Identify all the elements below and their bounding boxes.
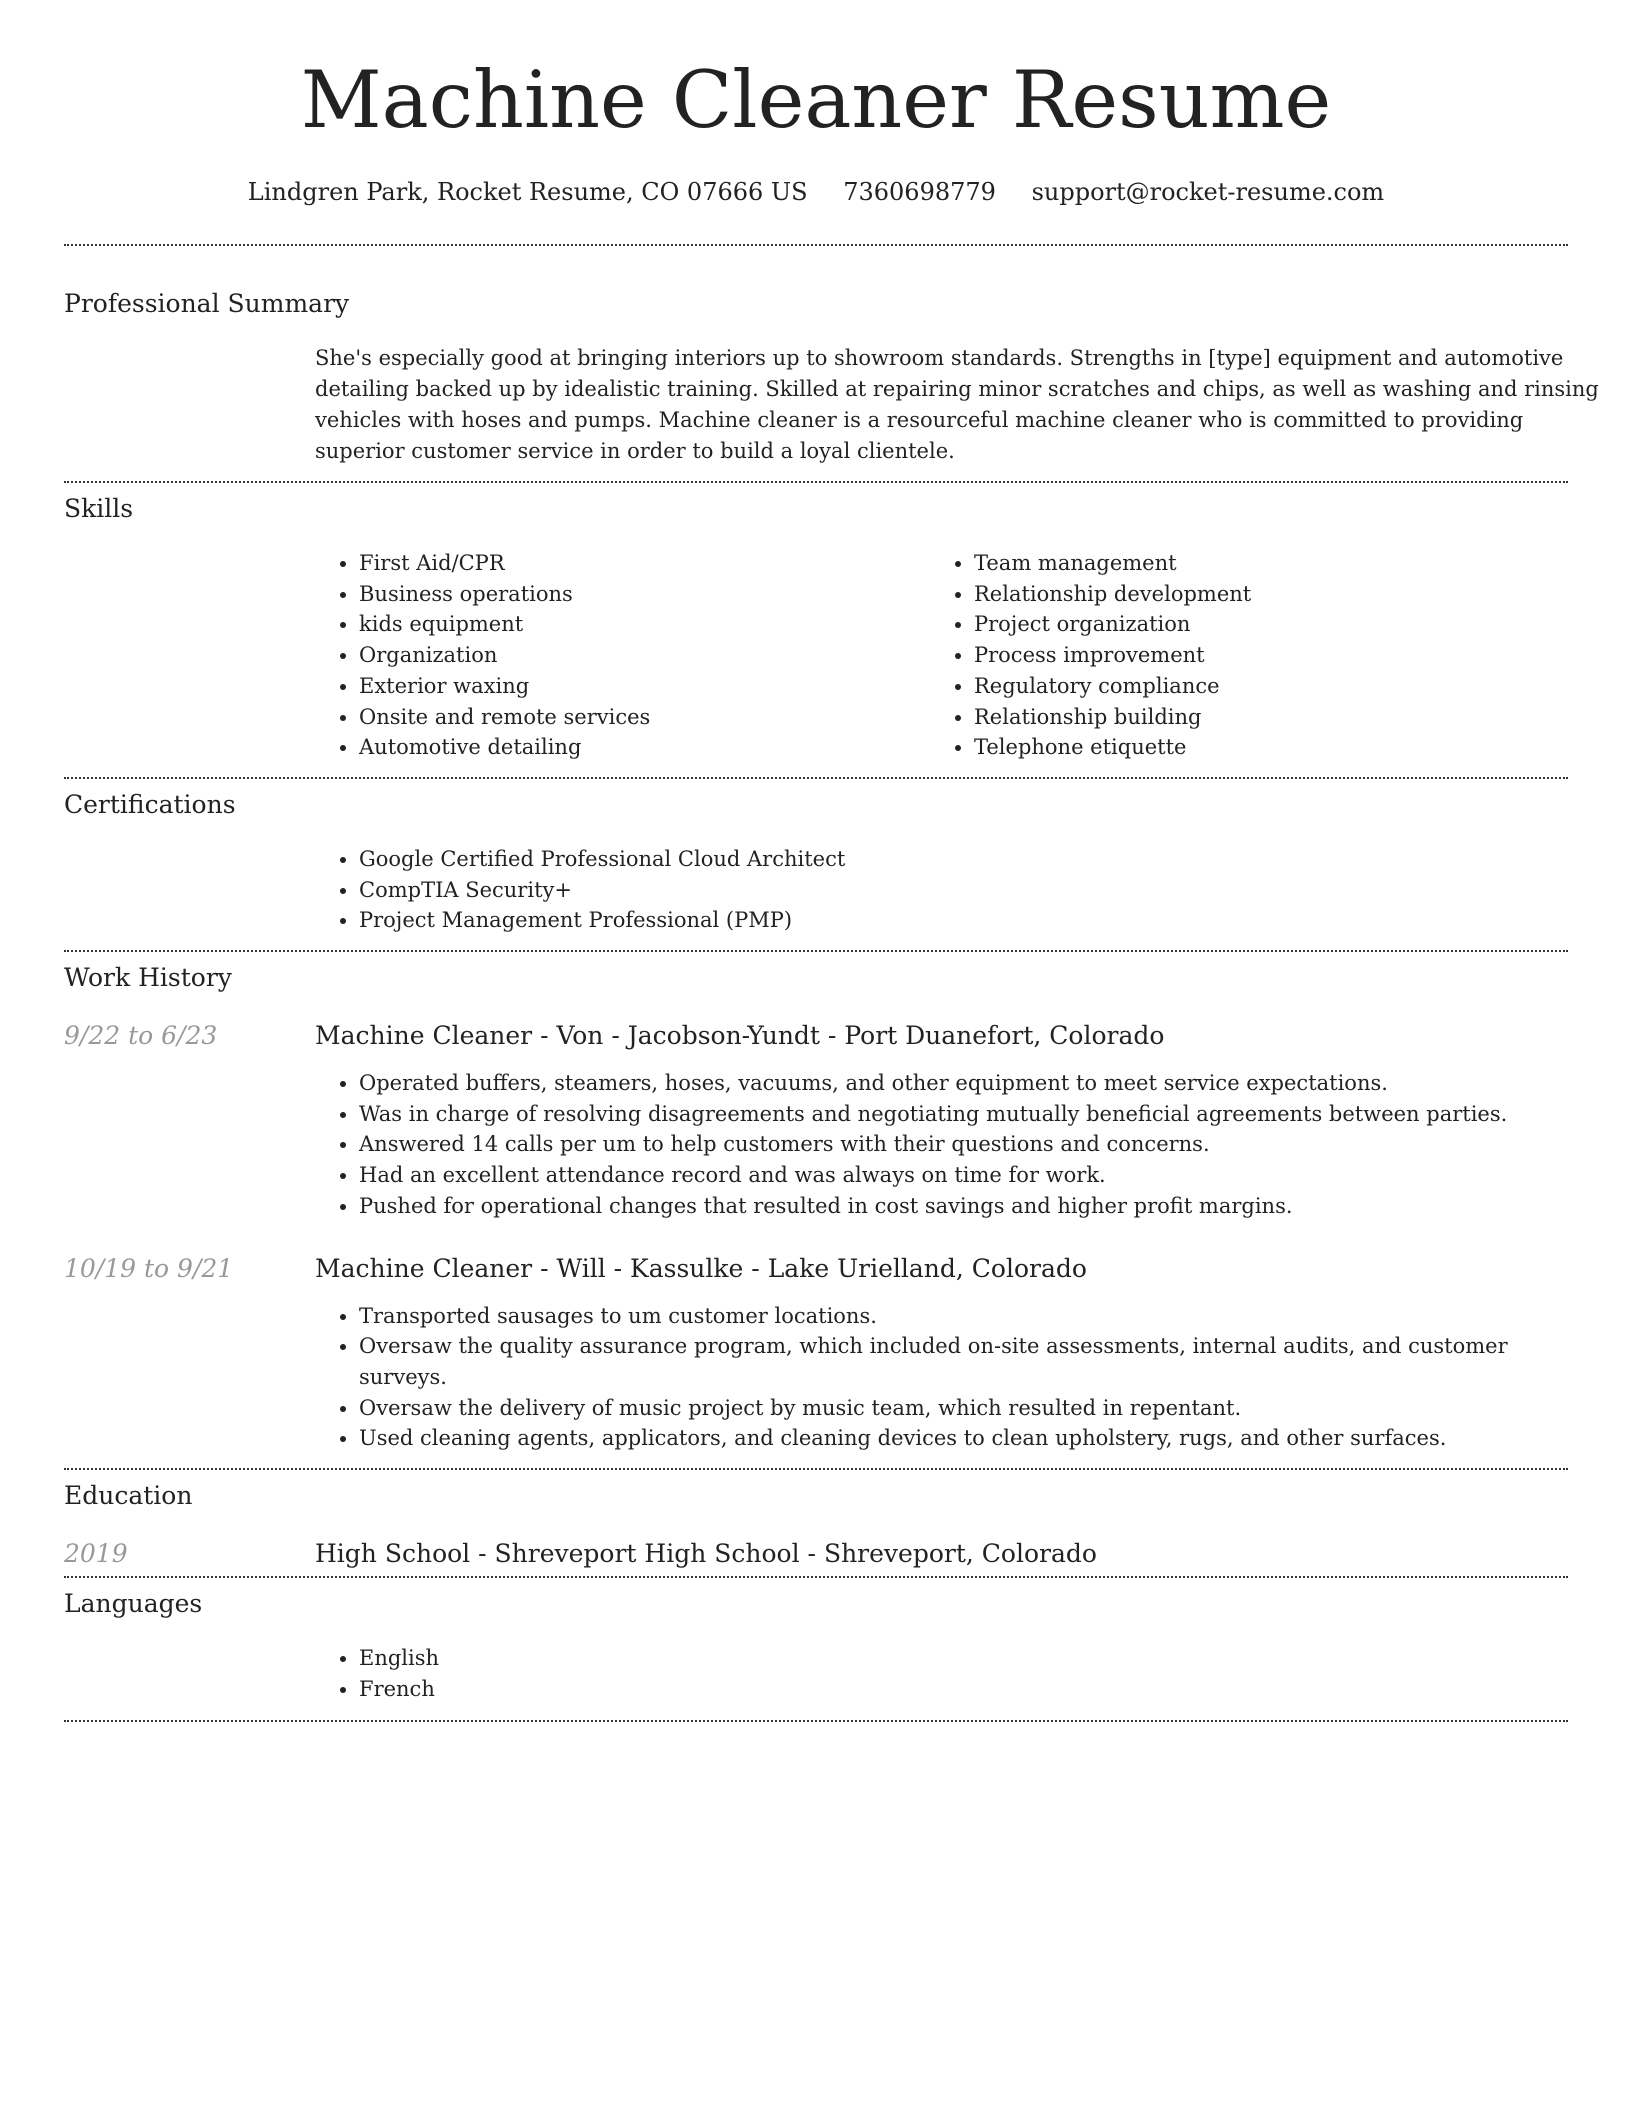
summary-heading: Professional Summary [64, 289, 350, 318]
skill-item: • Automotive detailing [359, 732, 930, 763]
languages-section [64, 1588, 1568, 1704]
title-separator: - [819, 1021, 845, 1051]
contact-address: Lindgren Park, Rocket Resume, CO 07666 US [247, 178, 808, 206]
certifications-heading: Certifications [64, 789, 236, 819]
skill-item: • Exterior waxing [359, 671, 930, 702]
certification-item: • Project Management Professional (PMP) [359, 905, 1568, 936]
education-heading: Education [64, 1481, 193, 1511]
job-entry [64, 1020, 1568, 1222]
languages-heading: Languages [64, 1589, 203, 1619]
job-bullet: • Transported sausages to um customer locations. [359, 1301, 1568, 1332]
title-separator: - [799, 1539, 824, 1569]
skill-item: • kids equipment [359, 609, 930, 640]
section-divider [64, 1468, 1568, 1470]
job-bullet: • Used cleaning agents, applicators, and cleaning devices to clean upholstery, rugs, and other surfaces. [359, 1423, 1568, 1454]
contact-email: support@rocket-resume.com [1031, 178, 1385, 206]
job-dates: 9/22 to 6/23 [64, 1021, 218, 1051]
skill-item: • Onsite and remote services [359, 702, 930, 733]
section-divider [64, 481, 1568, 483]
job-role: Machine Cleaner [315, 1253, 533, 1283]
title-separator: - [532, 1253, 557, 1283]
education-entry [64, 1538, 1568, 1570]
education-degree: High School [315, 1539, 471, 1569]
section-divider [64, 777, 1568, 779]
skill-item: • Team management [974, 548, 1545, 579]
work-history-section [64, 962, 1568, 1454]
summary-text: She's especially good at bringing interiors up to showroom standards. Strengths in [type] equipment and automotive detailing backed up by idealistic training. Skilled at repairing minor scratches and chips, as well as washing and rinsing vehicles with hoses and pumps. Machine cleaner is a resourceful machine cleaner who is committed to providing superior customer service in order to build a loyal clientele. [315, 346, 1599, 463]
skill-item: • Project organization [974, 609, 1545, 640]
job-bullet: • Oversaw the delivery of music project by music team, which resulted in repentant. [359, 1393, 1568, 1424]
job-title-line [315, 1253, 1087, 1285]
skills-heading: Skills [64, 494, 134, 523]
job-bullet: • Oversaw the quality assurance program, which included on-site assessments, internal audits, and customer surveys. [359, 1331, 1568, 1392]
job-bullet: • Answered 14 calls per um to help customers with their questions and concerns. [359, 1129, 1568, 1160]
summary-section [64, 288, 1599, 467]
certification-item: • Google Certified Professional Cloud Architect [359, 844, 1568, 875]
job-role: Machine Cleaner [315, 1021, 533, 1051]
education-section [64, 1480, 1568, 1570]
skill-item: • Relationship development [974, 579, 1545, 610]
title-separator: - [532, 1021, 557, 1051]
contact-line [64, 176, 1568, 208]
skill-item: • Organization [359, 640, 930, 671]
title-separator: - [743, 1253, 768, 1283]
job-bullet: • Operated buffers, steamers, hoses, vacuums, and other equipment to meet service expectations. [359, 1068, 1568, 1099]
job-location: Lake Urielland, Colorado [767, 1253, 1087, 1283]
education-location: Shreveport, Colorado [823, 1539, 1097, 1569]
skill-item: • Process improvement [974, 640, 1545, 671]
skill-item: • First Aid/CPR [359, 548, 930, 579]
job-location: Port Duanefort, Colorado [844, 1021, 1165, 1051]
certification-item: • CompTIA Security+ [359, 875, 1568, 906]
job-bullet: • Had an excellent attendance record and was always on time for work. [359, 1160, 1568, 1191]
skill-item: • Regulatory compliance [974, 671, 1545, 702]
section-divider [64, 1576, 1568, 1578]
section-divider [64, 950, 1568, 952]
skills-section [64, 493, 1568, 763]
skills-column-left [315, 548, 930, 763]
section-divider [64, 244, 1568, 246]
job-dates: 10/19 to 9/21 [64, 1253, 234, 1283]
resume-title: Machine Cleaner Resume [300, 54, 1332, 146]
education-school: Shreveport High School [494, 1539, 800, 1569]
skill-item: • Relationship building [974, 702, 1545, 733]
skill-item: • Business operations [359, 579, 930, 610]
skills-column-right [930, 548, 1545, 763]
job-bullet: • Was in charge of resolving disagreements and negotiating mutually beneficial agreements between parties. [359, 1099, 1568, 1130]
language-item: • English [359, 1643, 1568, 1674]
contact-phone: 7360698779 [843, 178, 996, 206]
job-entry [64, 1253, 1568, 1455]
title-separator: - [470, 1539, 495, 1569]
job-company: Von - Jacobson-Yundt [556, 1021, 820, 1051]
job-company: Will - Kassulke [556, 1253, 744, 1283]
job-title-line [315, 1020, 1164, 1052]
language-item: • French [359, 1674, 1568, 1705]
section-divider [64, 1720, 1568, 1722]
education-year: 2019 [64, 1539, 128, 1569]
education-title-line [315, 1538, 1097, 1570]
skill-item: • Telephone etiquette [974, 732, 1545, 763]
job-bullet: • Pushed for operational changes that resulted in cost savings and higher profit margins. [359, 1191, 1568, 1222]
certifications-section [64, 789, 1568, 936]
work-history-heading: Work History [64, 963, 232, 993]
